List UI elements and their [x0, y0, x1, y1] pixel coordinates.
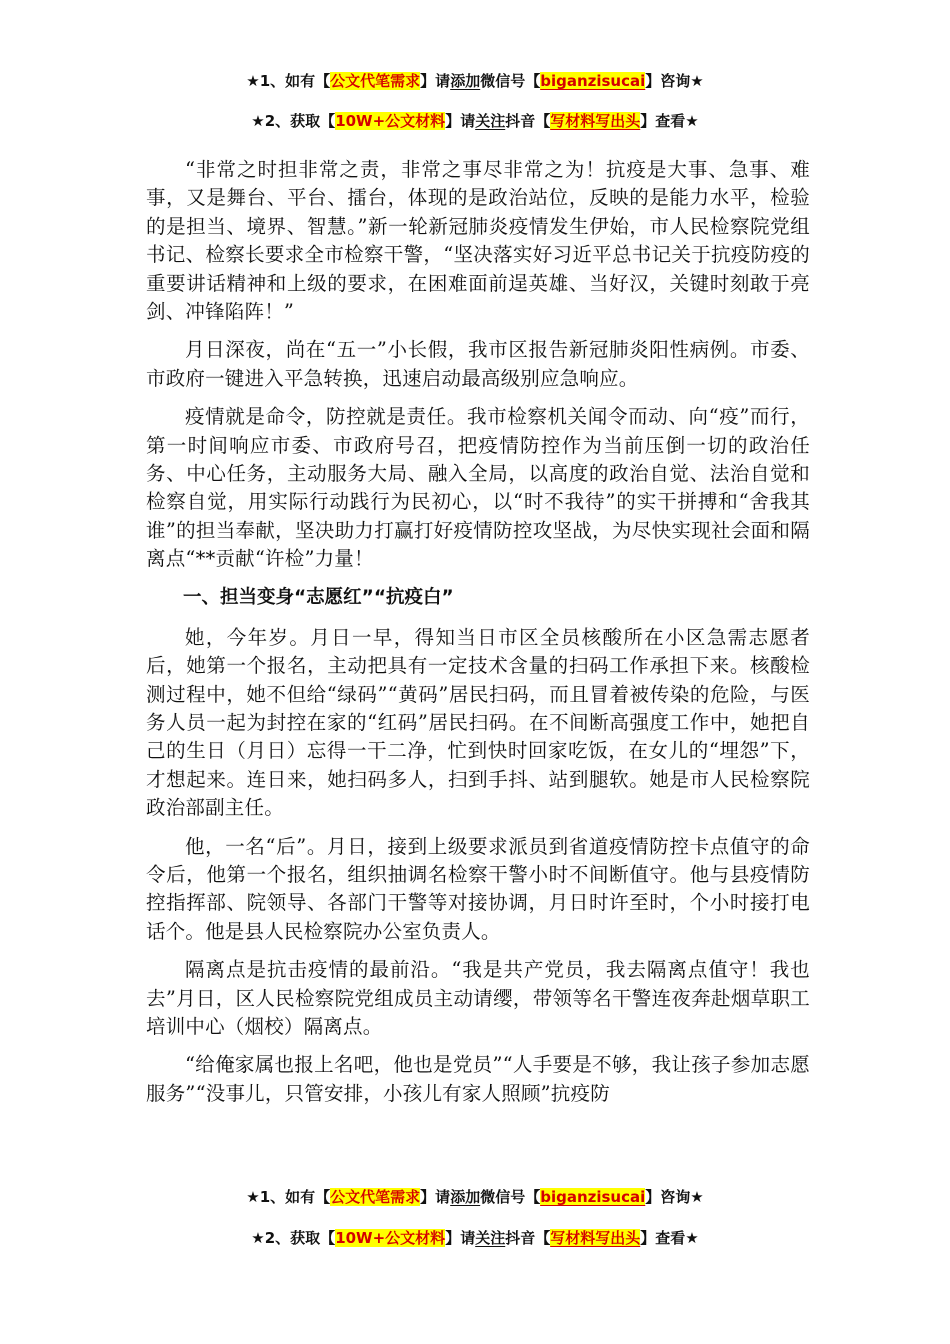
- paragraph-volunteer-him: 他，一名“后”。月日，接到上级要求派员到省道疫情防控卡点值守的命令后，他第一个报名，组织抽调名检察干警小时不间断值守。他与县疫情防控指挥部、院领导、各部门干警等对接协调，月日时许至时，个小时接打电话个。他是县人民检察院办公室负责人。: [146, 834, 810, 943]
- highlight-douyin-account: 写材料写出头: [550, 1229, 641, 1247]
- paragraph-isolation-point: 隔离点是抗击疫情的最前沿。“我是共产党员，我去隔离点值守！我也去”月日，区人民检察院党组成员主动请缨，带领等名干警连夜奔赴烟草职工培训中心（烟校）隔离点。: [146, 958, 810, 1038]
- banner-text: 抖音【: [505, 112, 551, 130]
- banner-text: 】请: [420, 1188, 451, 1206]
- underlined-follow: 关注: [475, 1229, 506, 1247]
- paragraph-intro: “非常之时担非常之责，非常之事尽非常之为！抗疫是大事、急事、难事，又是舞台、平台、擂台，体现的是政治站位，反映的是能力水平，检验的是担当、境界、智慧。”新一轮新冠肺炎疫情发生伊始，市人民检察院党组书记、检察长要求全市检察干警，“坚决落实好习近平总书记关于抗疫防疫的重要讲话精神和上级的要求，在困难面前逞英雄、当好汉，关键时刻敢于亮剑、冲锋陷阵！”: [146, 158, 810, 324]
- banner-text: ★1、如有【: [246, 72, 331, 90]
- section-heading-1: 一、担当变身“志愿红”“抗疫白”: [183, 586, 454, 608]
- banner-text: ★2、获取【: [251, 1229, 336, 1247]
- article-body: [146, 156, 810, 1118]
- banner-text: 】咨询★: [645, 72, 704, 90]
- underlined-add: 添加: [450, 72, 481, 90]
- banner-text: 】查看★: [640, 112, 699, 130]
- highlight-materials: 10W+公文材料: [335, 1229, 446, 1247]
- banner-text: 】请: [445, 1229, 476, 1247]
- banner-text: 】请: [445, 112, 476, 130]
- banner-text: 抖音【: [505, 1229, 551, 1247]
- promo-banner-bottom-2: [0, 1227, 950, 1249]
- banner-text: ★1、如有【: [246, 1188, 331, 1206]
- promo-banner-top-2: [0, 110, 950, 132]
- paragraph-outbreak: 月日深夜，尚在“五一”小长假，我市区报告新冠肺炎阳性病例。市委、市政府一键进入平急转换，迅速启动最高级别应急响应。: [146, 338, 810, 390]
- underlined-add: 添加: [450, 1188, 481, 1206]
- banner-text: 】查看★: [640, 1229, 699, 1247]
- paragraph-volunteer-her: 她，今年岁。月日一早，得知当日市区全员核酸所在小区急需志愿者后，她第一个报名，主动把具有一定技术含量的扫码工作承担下来。核酸检测过程中，她不但给“绿码”“黄码”居民扫码，而且冒着被传染的危险，与医务人员一起为封控在家的“红码”居民扫码。在不间断高强度工作中，她把自己的生日（月日）忘得一干二净，忙到快时回家吃饭，在女儿的“埋怨”下，才想起来。连日来，她扫码多人，扫到手抖、站到腿软。她是市人民检察院政治部副主任。: [146, 625, 810, 820]
- paragraph-command: 疫情就是命令，防控就是责任。我市检察机关闻令而动、向“疫”而行，第一时间响应市委、市政府号召，把疫情防控作为当前压倒一切的政治任务、中心任务，主动服务大局、融入全局，以高度的政治自觉、法治自觉和检察自觉，用实际行动践行为民初心，以“时不我待”的实干拼搏和“舍我其谁”的担当奉献，坚决助力打赢打好疫情防控攻坚战，为尽快实现社会面和隔离点“**贡献“许检”力量！: [146, 405, 810, 571]
- highlight-douyin-account: 写材料写出头: [550, 112, 641, 130]
- banner-text: 微信号【: [480, 72, 541, 90]
- banner-text: 微信号【: [480, 1188, 541, 1206]
- paragraph-family-support: “给俺家属也报上名吧，他也是党员”“人手要是不够，我让孩子参加志愿服务”“没事儿，只管安排，小孩儿有家人照顾”抗疫防: [146, 1053, 810, 1105]
- banner-text: 】咨询★: [645, 1188, 704, 1206]
- banner-text: ★2、获取【: [251, 112, 336, 130]
- highlight-wechat-id: biganzisucai: [540, 1188, 646, 1206]
- underlined-follow: 关注: [475, 112, 506, 130]
- promo-banner-top-1: [0, 70, 950, 92]
- highlight-writing-service: 公文代笔需求: [330, 1188, 421, 1206]
- highlight-wechat-id: biganzisucai: [540, 72, 646, 90]
- banner-text: 】请: [420, 72, 451, 90]
- highlight-writing-service: 公文代笔需求: [330, 72, 421, 90]
- promo-banner-bottom-1: [0, 1186, 950, 1208]
- highlight-materials: 10W+公文材料: [335, 112, 446, 130]
